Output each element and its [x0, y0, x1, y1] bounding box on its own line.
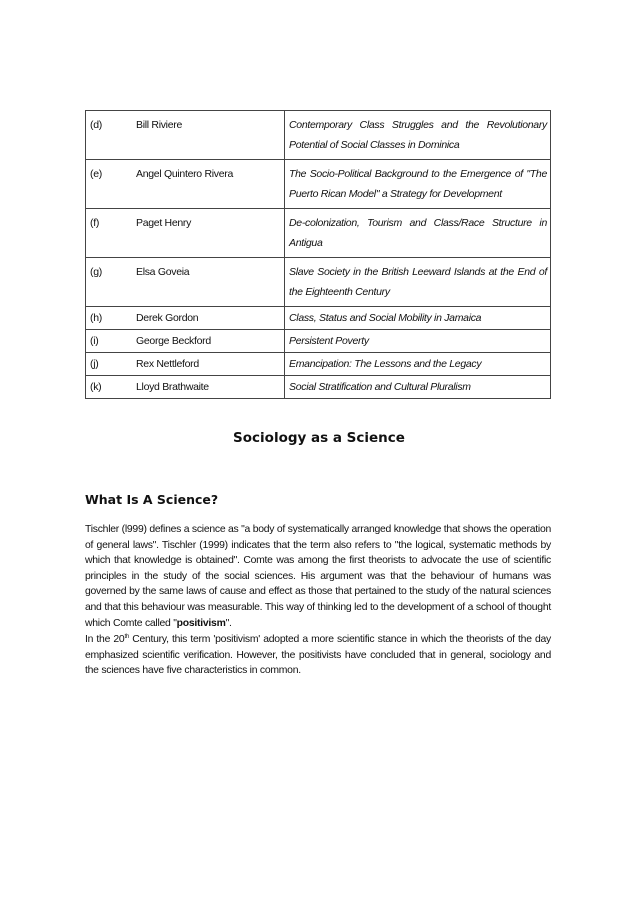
paragraph-text: In the 20 — [85, 634, 125, 645]
paragraph-text: Tischler (l999) defines a science as "a body of systematically arranged knowledge that shows the operation of general laws". Tischler (1999) indicates that the term also refers to "the logical, systematic methods by which that knowledge is obtained". Comte was among the first theorists to advocate the use of scientific principles in the study of the social sciences. His argument was that the behaviour of humans was governed by the same laws of cause and effect as those that pertained to the study of the natural sciences and that this behaviour was measurable. This way of thinking led to the development of a school of thought which Comte called " — [85, 524, 552, 629]
table-row — [86, 353, 551, 376]
table-row — [86, 376, 551, 399]
paragraph-text-end: Century, this term 'positivism' adopted a more scientific stance in which the theorists of the day emphasized scientific verification. However, the positivists have concluded that in general, sociology and the sciences have five characteristics in common. — [85, 634, 551, 677]
row-index: (e) — [86, 160, 133, 209]
work-title: Emancipation: The Lessons and the Legacy — [285, 353, 551, 376]
ordinal-superscript: th — [124, 634, 129, 640]
row-index: (d) — [86, 111, 133, 160]
section-title: Sociology as a Science — [233, 430, 405, 446]
sub-heading: What Is A Science? — [85, 492, 219, 507]
work-title: Slave Society in the British Leeward Islands at the End of the Eighteenth Century — [285, 258, 551, 307]
author-name: Paget Henry — [132, 209, 285, 258]
table-row — [86, 111, 551, 160]
body-paragraph — [85, 522, 551, 631]
table-row — [86, 209, 551, 258]
table-row — [86, 160, 551, 209]
author-name: Elsa Goveia — [132, 258, 285, 307]
row-index: (f) — [86, 209, 133, 258]
author-name: Rex Nettleford — [132, 353, 285, 376]
emphasized-term: positivism — [176, 617, 226, 629]
author-name: Bill Riviere — [132, 111, 285, 160]
table-row — [86, 307, 551, 330]
work-title: Social Stratification and Cultural Pluralism — [285, 376, 551, 399]
table-row — [86, 258, 551, 307]
work-title: The Socio-Political Background to the Emergence of "The Puerto Rican Model" a Strategy for Development — [285, 160, 551, 209]
author-name: George Beckford — [132, 330, 285, 353]
author-name: Angel Quintero Rivera — [132, 160, 285, 209]
work-title: Class, Status and Social Mobility in Jamaica — [285, 307, 551, 330]
row-index: (k) — [86, 376, 133, 399]
row-index: (g) — [86, 258, 133, 307]
authors-table — [85, 110, 551, 399]
work-title: Contemporary Class Struggles and the Revolutionary Potential of Social Classes in Dominica — [285, 111, 551, 160]
body-paragraph — [85, 632, 551, 679]
author-name: Derek Gordon — [132, 307, 285, 330]
row-index: (h) — [86, 307, 133, 330]
work-title: Persistent Poverty — [285, 330, 551, 353]
paragraph-text-end: ". — [225, 617, 232, 629]
row-index: (j) — [86, 353, 133, 376]
table-row — [86, 330, 551, 353]
row-index: (i) — [86, 330, 133, 353]
work-title: De-colonization, Tourism and Class/Race Structure in Antigua — [285, 209, 551, 258]
author-name: Lloyd Brathwaite — [132, 376, 285, 399]
